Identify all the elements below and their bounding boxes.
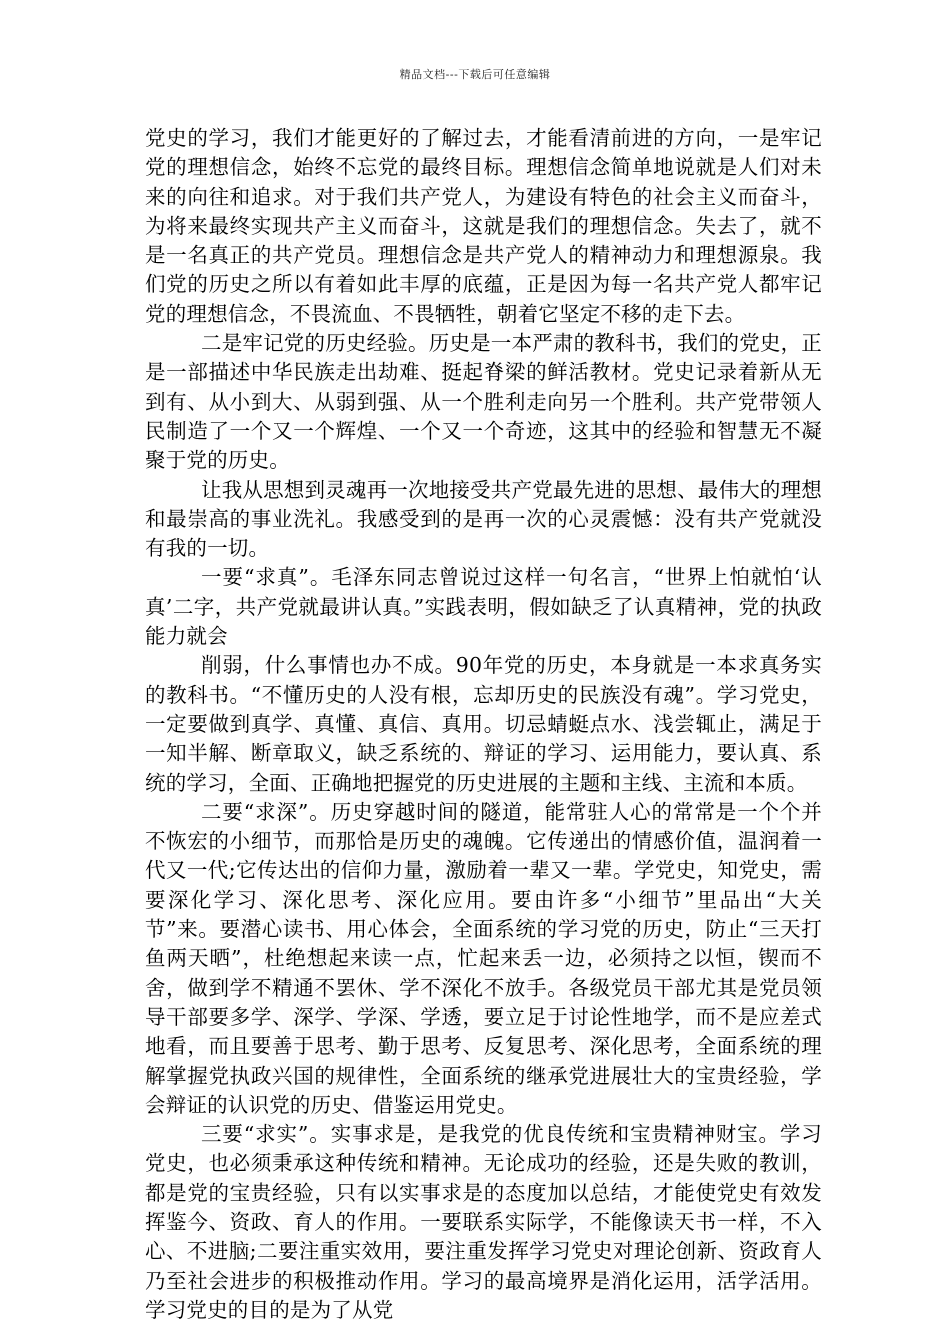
paragraph: 让我从思想到灵魂再一次地接受共产党最先进的思想、最伟大的理想和最崇高的事业洗礼。我感受到的是再一次的心灵震憾：没有共产党就没有我的一切。 (145, 477, 822, 561)
paragraph: 二是牢记党的历史经验。历史是一本严肃的教科书，我们的党史，正是一部描述中华民族走出劫难、挺起脊梁的鲜活教材。党史记录着新从无到有、从小到大、从弱到强、从一个胜利走向另一个胜利。共产党带领人民制造了一个又一个辉煌、一个又一个奇迹，这其中的经验和智慧无不凝聚于党的历史。 (145, 331, 822, 473)
paragraph: 三要“求实”。实事求是，是我党的优良传统和宝贵精神财宝。学习党史，也必须秉承这种传统和精神。无论成功的经验，还是失败的教训，都是党的宝贵经验，只有以实事求是的态度加以总结，才能使党史有效发挥鉴今、资政、育人的作用。一要联系实际学，不能像读天书一样，不入心、不进脑;二要注重实效用，要注重发挥学习党史对理论创新、资政育人乃至社会进步的积极推动作用。学习的最高境界是消化运用，活学活用。学习党史的目的是为了从党 (145, 1122, 822, 1322)
document-body (145, 124, 822, 1325)
page-header: 精品文档---下载后可任意编辑 (399, 68, 551, 81)
paragraph: 削弱，什么事情也办不成。90年党的历史，本身就是一本求真务实的教科书。“不懂历史的人没有根，忘却历史的民族没有魂”。学习党史，一定要做到真学、真懂、真信、真用。切忌蜻蜓点水、浅尝辄止，满足于一知半解、断章取义，缺乏系统的、辩证的学习、运用能力，要认真、系统的学习，全面、正确地把握党的历史进展的主题和主线、主流和本质。 (145, 653, 822, 795)
paragraph: 党史的学习，我们才能更好的了解过去，才能看清前进的方向，一是牢记党的理想信念，始终不忘党的最终目标。理想信念简单地说就是人们对未来的向往和追求。对于我们共产党人，为建设有特色的社会主义而奋斗，为将来最终实现共产主义而奋斗，这就是我们的理想信念。失去了，就不是一名真正的共产党员。理想信念是共产党人的精神动力和理想源泉。我们党的历史之所以有着如此丰厚的底蕴，正是因为每一名共产党人都牢记党的理想信念，不畏流血、不畏牺牲，朝着它坚定不移的走下去。 (145, 126, 822, 326)
paragraph: 二要“求深”。历史穿越时间的隧道，能常驻人心的常常是一个个并不恢宏的小细节，而那恰是历史的魂魄。它传递出的情感价值，温润着一代又一代;它传达出的信仰力量，激励着一辈又一辈。学党史，知党史，需要深化学习、深化思考、深化应用。要由许多“小细节”里品出“大关节”来。要潜心读书、用心体会，全面系统的学习党的历史，防止“三天打鱼两天晒”，杜绝想起来读一点，忙起来丢一边，必须持之以恒，锲而不舍，做到学不精通不罢休、学不深化不放手。各级党员干部尤其是党员领导干部要多学、深学、学深、学透，要立足于讨论性地学，而不是应差式地看，而且要善于思考、勤于思考、反复思考、深化思考，全面系统的理解掌握党执政兴国的规律性，全面系统的继承党进展壮大的宝贵经验，学会辩证的认识党的历史、借鉴运用党史。 (145, 799, 822, 1117)
paragraph: 一要“求真”。毛泽东同志曾说过这样一句名言，“世界上怕就怕‘认真’二字，共产党就最讲认真。”实践表明，假如缺乏了认真精神，党的执政能力就会 (145, 565, 822, 649)
